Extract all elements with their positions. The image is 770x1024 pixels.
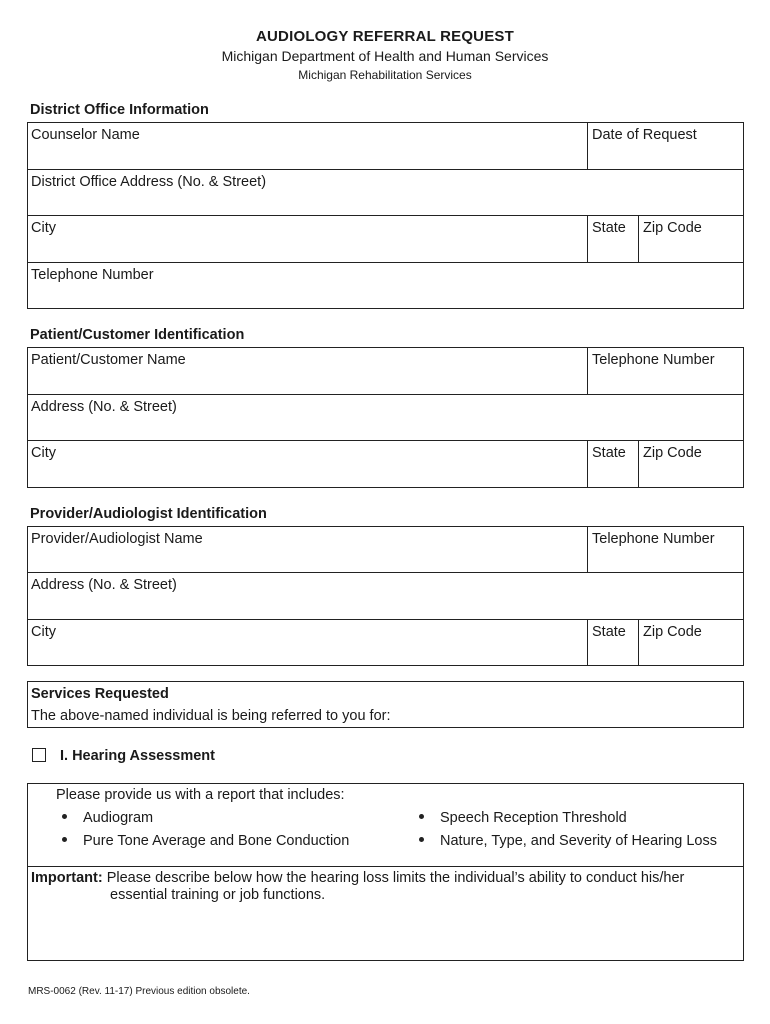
divider <box>587 347 588 394</box>
patient-telephone-field[interactable]: Telephone Number <box>592 352 715 368</box>
form-number-footer: MRS-0062 (Rev. 11-17) Previous edition obsolete. <box>28 986 250 997</box>
provider-name-field[interactable]: Provider/Audiologist Name <box>31 531 203 547</box>
divider <box>27 866 744 867</box>
important-text-line1: Please describe below how the hearing loss limits the individual’s ability to conduct his/her <box>106 870 685 886</box>
services-section-heading: Services Requested <box>31 686 169 702</box>
hearing-assessment-label: I. Hearing Assessment <box>60 748 215 764</box>
important-label: Important: <box>31 870 103 886</box>
date-of-request-field[interactable]: Date of Request <box>592 127 697 143</box>
provider-state-field[interactable]: State <box>592 624 626 640</box>
divider <box>27 619 744 620</box>
provider-zip-field[interactable]: Zip Code <box>643 624 702 640</box>
form-title: AUDIOLOGY REFERRAL REQUEST <box>255 28 514 45</box>
provider-address-field[interactable]: Address (No. & Street) <box>31 577 177 593</box>
patient-name-field[interactable]: Patient/Customer Name <box>31 352 186 368</box>
divider <box>27 440 744 441</box>
divider <box>27 394 744 395</box>
report-intro: Please provide us with a report that includes: <box>56 787 345 803</box>
patient-section-heading: Patient/Customer Identification <box>30 327 245 343</box>
divider <box>587 619 588 666</box>
divider <box>27 262 744 263</box>
patient-state-field[interactable]: State <box>592 445 626 461</box>
bullet-icon <box>62 837 67 842</box>
services-description: The above-named individual is being referred to you for: <box>31 708 391 724</box>
divider <box>587 122 588 169</box>
district-city-field[interactable]: City <box>31 220 56 236</box>
provider-telephone-field[interactable]: Telephone Number <box>592 531 715 547</box>
bullet-hearing-loss: Nature, Type, and Severity of Hearing Loss <box>419 833 717 849</box>
district-address-field[interactable]: District Office Address (No. & Street) <box>31 174 267 190</box>
bullet-icon <box>419 837 424 842</box>
patient-table <box>27 347 744 488</box>
patient-address-field[interactable]: Address (No. & Street) <box>31 399 177 415</box>
important-text-line2: essential training or job functions. <box>110 887 326 903</box>
district-telephone-field[interactable]: Telephone Number <box>31 267 154 283</box>
divider <box>587 526 588 572</box>
counselor-name-field[interactable]: Counselor Name <box>31 127 140 143</box>
divider <box>27 215 744 216</box>
divider <box>27 572 744 573</box>
bullet-pure-tone: Pure Tone Average and Bone Conduction <box>62 833 349 849</box>
important-note <box>31 870 731 904</box>
provider-section-heading: Provider/Audiologist Identification <box>30 506 267 522</box>
divider <box>587 440 588 488</box>
patient-zip-field[interactable]: Zip Code <box>643 445 702 461</box>
agency-name: Michigan Rehabilitation Services <box>298 68 472 82</box>
divider <box>587 215 588 262</box>
district-zip-field[interactable]: Zip Code <box>643 220 702 236</box>
bullet-icon <box>419 814 424 819</box>
bullet-icon <box>62 814 67 819</box>
department-name: Michigan Department of Health and Human Services <box>221 48 549 64</box>
provider-table <box>27 526 744 666</box>
bullet-audiogram: Audiogram <box>62 810 153 826</box>
bullet-speech-reception: Speech Reception Threshold <box>419 810 627 826</box>
hearing-assessment-checkbox[interactable] <box>32 748 46 762</box>
divider <box>27 169 744 170</box>
provider-city-field[interactable]: City <box>31 624 56 640</box>
district-section-heading: District Office Information <box>30 102 209 118</box>
divider <box>638 215 639 262</box>
divider <box>638 619 639 666</box>
divider <box>638 440 639 488</box>
patient-city-field[interactable]: City <box>31 445 56 461</box>
district-state-field[interactable]: State <box>592 220 626 236</box>
